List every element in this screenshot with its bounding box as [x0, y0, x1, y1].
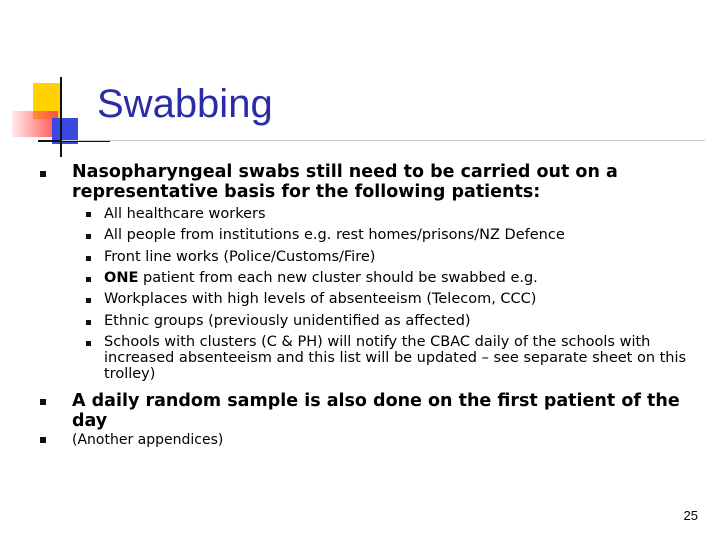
bullet-square-icon [86, 234, 91, 239]
main-bullet-3: (Another appendices) [72, 432, 224, 448]
page-number: 25 [683, 508, 698, 523]
bullet-square-icon [86, 341, 91, 346]
bullet-square-icon [86, 212, 91, 217]
bullet-square-icon [86, 320, 91, 325]
bullet-square-icon [40, 437, 46, 443]
sub-bullet-6: Ethnic groups (previously unidentified as affected) [104, 313, 471, 329]
bullet-square-icon [86, 277, 91, 282]
title-divider [62, 140, 705, 141]
emphasis-word: ONE [104, 270, 139, 286]
sub-bullet-4 [104, 270, 694, 286]
bullet-square-icon [86, 256, 91, 261]
logo-vertical-line [60, 77, 62, 157]
sub-bullet-2: All people from institutions e.g. rest homes/prisons/NZ Defence [104, 227, 565, 243]
slide-title: Swabbing [97, 82, 273, 126]
sub-bullet-4-text: patient from each new cluster should be swabbed e.g. [142, 270, 538, 286]
bullet-square-icon [40, 399, 46, 405]
main-bullet-1: Nasopharyngeal swabs still need to be carried out on a representative basis for the following patients: [72, 162, 618, 202]
sub-bullet-1: All healthcare workers [104, 206, 266, 222]
main-bullet-2: A daily random sample is also done on the first patient of the day [72, 391, 680, 431]
slide-logo [0, 0, 110, 160]
sub-bullet-3: Front line works (Police/Customs/Fire) [104, 249, 376, 265]
bullet-square-icon [40, 171, 46, 177]
sub-bullet-7: Schools with clusters (C & PH) will notify the CBAC daily of the schools with increased absenteeism and this list will be updated – see separate sheet on this trolley) [104, 334, 687, 382]
bullet-square-icon [86, 298, 91, 303]
sub-bullet-5: Workplaces with high levels of absenteeism (Telecom, CCC) [104, 291, 537, 307]
